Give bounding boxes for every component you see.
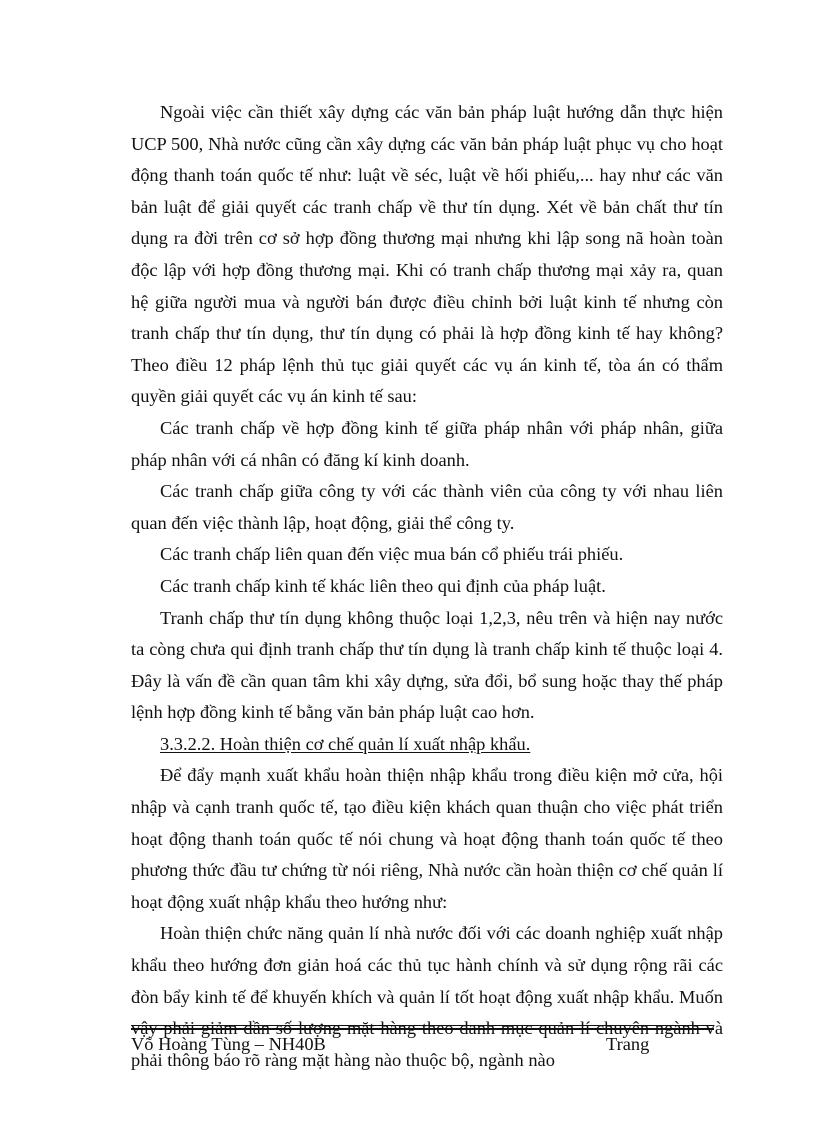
list-item-3: Các tranh chấp liên quan đến việc mua bán cổ phiếu trái phiếu. <box>160 544 624 565</box>
list-item-4: Các tranh chấp kinh tế khác liên theo qui định của pháp luật. <box>160 575 606 596</box>
paragraph-conclusion: Tranh chấp thư tín dụng không thuộc loại 1,2,3, nêu trên và hiện nay nước ta còng chưa qui định tranh chấp thư tín dụng là tranh chấp kinh tế thuộc loại 4. Đây là vấn đề cần quan tâm khi xây dựng, sửa đổi, bổ sung hoặc thay thế pháp lệnh hợp đồng kinh tế bằng văn bản pháp luật cao hơn. <box>131 607 723 723</box>
list-item-1: Các tranh chấp về hợp đồng kinh tế giữa pháp nhân với pháp nhân, giữa pháp nhân với cá nhân có đăng kí kinh doanh. <box>131 417 723 470</box>
footer-author: Võ Hoàng Tùng – NH40B <box>131 1034 326 1054</box>
paragraph-export: Để đẩy mạnh xuất khẩu hoàn thiện nhập khẩu trong điều kiện mở cửa, hội nhập và cạnh tranh quốc tế, tạo điều kiện khách quan thuận cho việc phát triển hoạt động thanh toán quốc tế nói chung và hoạt động thanh toán quốc tế theo phương thức đầu tư chứng từ nói riêng, Nhà nước cần hoàn thiện cơ chế quản lí hoạt động xuất nhập khẩu theo hướng như: <box>131 765 723 912</box>
section-heading: 3.3.2.2. Hoàn thiện cơ chế quản lí xuất nhập khẩu. <box>160 733 531 754</box>
footer-page-label: Trang <box>606 1034 650 1054</box>
footer-divider-thick <box>131 1028 714 1030</box>
paragraph-management: Hoàn thiện chức năng quản lí nhà nước đối với các doanh nghiệp xuất nhập khẩu theo hướng đơn giản hoá các thủ tục hành chính và sử dụng rộng rãi các đòn bẩy kinh tế để khuyến khích và quản lí tốt hoạt động xuất nhập khẩu. Muốn vậy phải giảm dần số lượng mặt hàng theo danh mục quản lí chuyên ngành và phải thông báo rõ ràng mặt hàng nào thuộc bộ, ngành nào <box>131 923 723 1070</box>
footer-divider-thin <box>131 1025 714 1026</box>
body-text <box>131 97 723 1076</box>
list-item-2: Các tranh chấp giữa công ty với các thành viên của công ty với nhau liên quan đến việc thành lập, hoạt động, giải thể công ty. <box>131 481 723 533</box>
section-heading-wrap <box>131 729 723 761</box>
paragraph-intro: Ngoài việc cần thiết xây dựng các văn bản pháp luật hướng dẫn thực hiện UCP 500, Nhà nước cũng cần xây dựng các văn bản pháp luật phục vụ cho hoạt động thanh toán quốc tế như: luật về séc, luật về hối phiếu,... hay như các văn bản luật để giải quyết các tranh chấp về thư tín dụng. Xét về bản chất thư tín dụng ra đời trên cơ sở hợp đồng thương mại nhưng khi lập song nã hoàn toàn độc lập với hợp đồng thương mại. Khi có tranh chấp thương mại xảy ra, quan hệ giữa người mua và người bán được điều chỉnh bởi luật kinh tế nhưng còn tranh chấp thư tín dụng, thư tín dụng có phải là hợp đồng kinh tế hay không? Theo điều 12 pháp lệnh thủ tục giải quyết các vụ án kinh tế, tòa án có thẩm quyền giải quyết các vụ án kinh tế sau: <box>131 102 723 407</box>
